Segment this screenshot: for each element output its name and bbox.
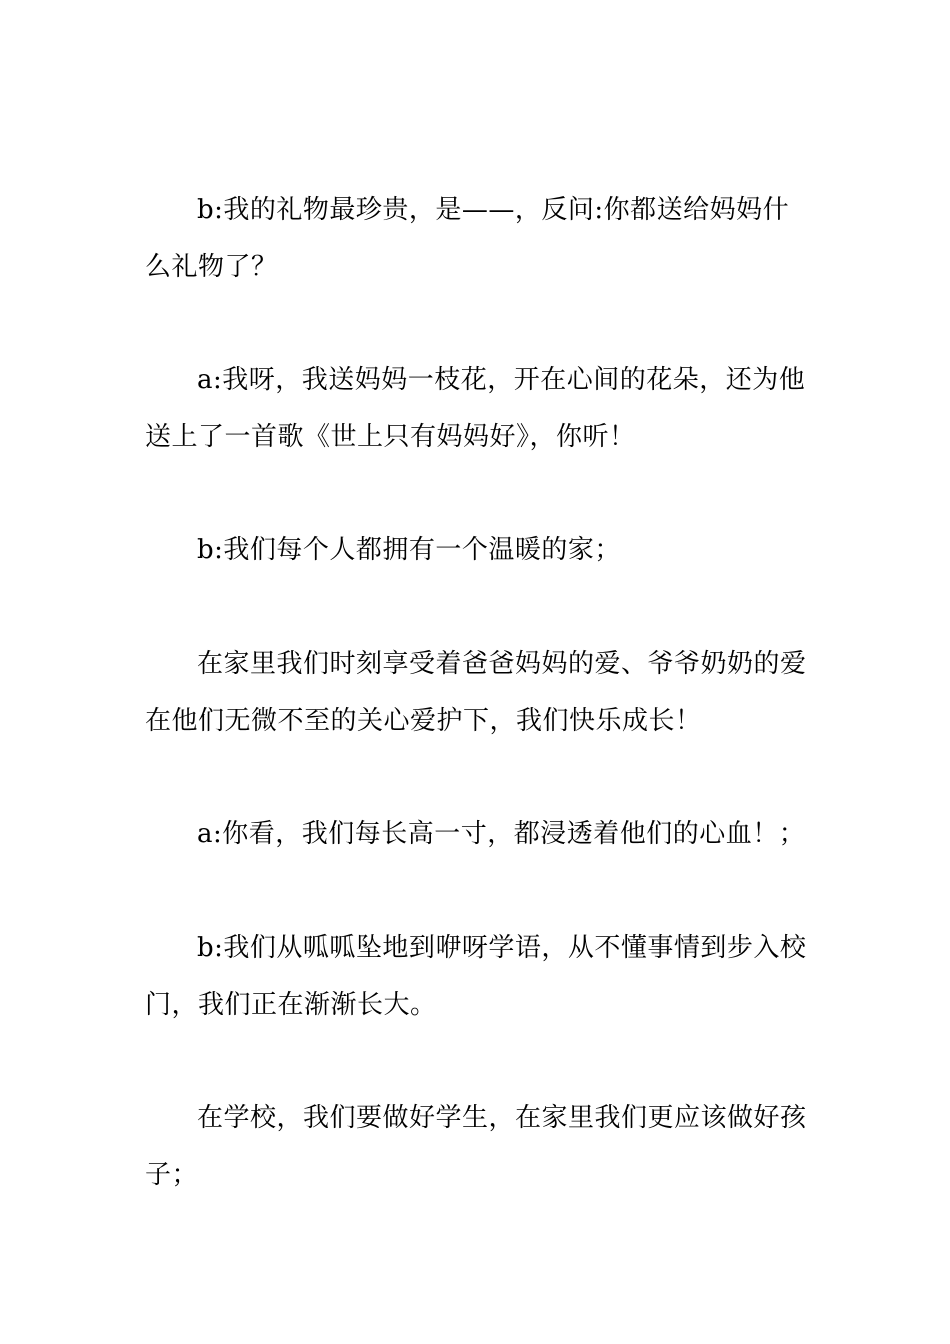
- paragraph-a-growing-taller: a:你看，我们每长高一寸，都浸透着他们的心血！；: [197, 819, 806, 849]
- paragraph-b-gift: b:我的礼物最珍贵，是——，反问:你都送给妈妈什么礼物了？: [145, 195, 790, 282]
- paragraph-a-flower-song: a:我呀，我送妈妈一枝花，开在心间的花朵，还为他送上了一首歌《世上只有妈妈好》，你听！: [145, 365, 806, 452]
- paragraph-good-child: 在学校，我们要做好学生，在家里我们更应该做好孩子；: [145, 1103, 807, 1190]
- paragraph-family-love: 在家里我们时刻享受着爸爸妈妈的爱、爷爷奶奶的爱在他们无微不至的关心爱护下，我们快乐成长！: [145, 649, 807, 736]
- paragraph-b-growing-up: b:我们从呱呱坠地到咿呀学语，从不懂事情到步入校门，我们正在渐渐长大。: [145, 933, 807, 1020]
- paragraph-b-warm-home: b:我们每个人都拥有一个温暖的家；: [197, 535, 621, 565]
